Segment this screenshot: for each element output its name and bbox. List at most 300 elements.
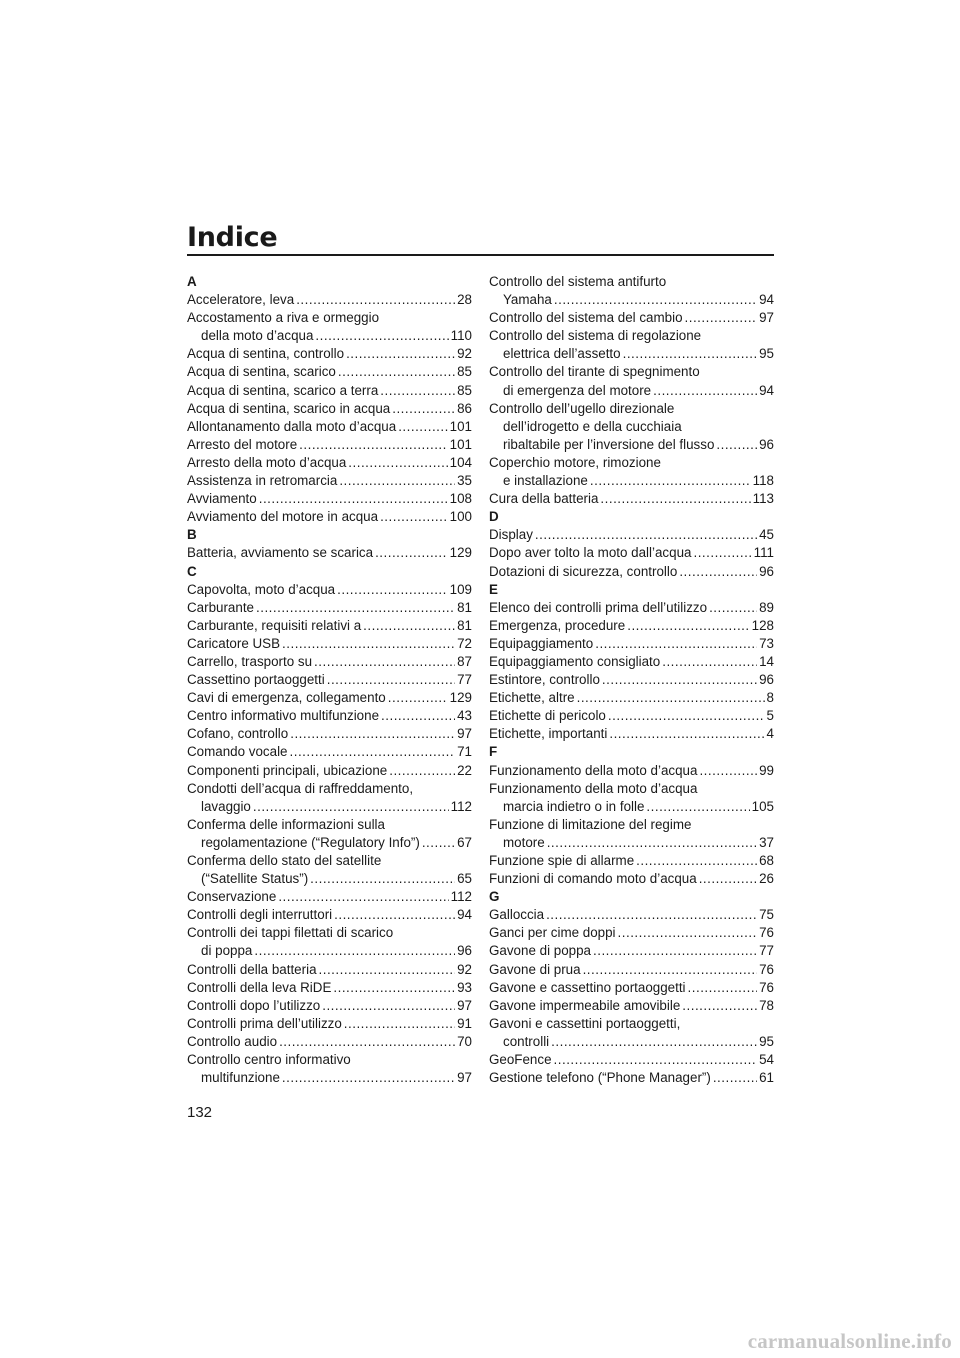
index-entry-text: Dotazioni di sicurezza, controllo	[489, 563, 678, 579]
dot-leader	[662, 653, 757, 671]
index-entry-page: 76	[759, 961, 774, 977]
index-entry-page: 94	[457, 907, 472, 923]
index-entry	[187, 888, 472, 906]
index-entry-page: 45	[759, 527, 774, 543]
index-entry-page: 97	[457, 726, 472, 742]
index-entry	[187, 617, 472, 635]
index-entry-text: Cassettino portaoggetti	[187, 672, 325, 688]
index-entry-page: 128	[751, 617, 774, 633]
dot-leader	[546, 906, 757, 924]
dot-leader	[310, 870, 455, 888]
index-entry-text: Controlli prima dell’utilizzo	[187, 1015, 342, 1031]
dot-leader	[609, 725, 764, 743]
index-entry-page: 37	[759, 834, 774, 850]
index-entry	[489, 924, 774, 942]
index-entry-text: Acqua di sentina, scarico in acqua	[187, 400, 391, 416]
index-entry-page: 96	[457, 943, 472, 959]
index-entry-page: 54	[759, 1052, 774, 1068]
index-entry-text: Controllo del sistema del cambio	[489, 310, 683, 326]
dot-leader	[646, 798, 749, 816]
dot-leader	[290, 743, 456, 761]
index-entry	[187, 291, 472, 309]
index-entry-text: della moto d’acqua	[201, 328, 314, 344]
index-entry-text: (“Satellite Status”)	[201, 871, 309, 887]
index-entry-text: Ganci per cime doppi	[489, 925, 616, 941]
dot-leader	[254, 942, 455, 960]
index-entry	[187, 454, 472, 472]
dot-leader	[278, 888, 448, 906]
index-entry	[489, 1069, 774, 1087]
index-entry-text: Gavoni e cassettini portaoggetti,	[489, 1015, 681, 1031]
index-letter-heading: B	[187, 527, 197, 543]
dot-leader	[600, 490, 750, 508]
index-entry-page: 104	[449, 454, 472, 470]
index-entry-page: 100	[449, 509, 472, 525]
dot-leader	[682, 997, 757, 1015]
index-entry-page: 95	[759, 1033, 774, 1049]
index-entry-text: Condotti dell’acqua di raffreddamento,	[187, 780, 414, 796]
dot-leader	[344, 1015, 455, 1033]
index-entry	[489, 563, 774, 581]
index-entry-page: 14	[759, 653, 774, 669]
index-entry-text: Assistenza in retromarcia	[187, 473, 338, 489]
dot-leader	[334, 906, 455, 924]
index-entry-page: 81	[457, 599, 472, 615]
index-entry	[187, 436, 472, 454]
index-entry	[187, 1051, 472, 1087]
index-entry-text: Funzione di limitazione del regime	[489, 816, 692, 832]
index-entry-page: 28	[457, 292, 472, 308]
index-entry-text: Funzioni di comando moto d’acqua	[489, 871, 697, 887]
index-entry-text: Etichette di pericolo	[489, 708, 606, 724]
index-entry	[489, 689, 774, 707]
dot-leader	[375, 544, 448, 562]
index-entry-text: Acqua di sentina, scarico a terra	[187, 382, 379, 398]
index-entry	[187, 725, 472, 743]
index-entry-text: di emergenza del motore	[503, 382, 652, 398]
index-entry-text: regolamentazione (“Regulatory Info”)	[201, 834, 420, 850]
index-entry-page: 71	[457, 744, 472, 760]
index-entry	[187, 472, 472, 490]
index-entry	[187, 997, 472, 1015]
dot-leader	[380, 382, 455, 400]
dot-leader	[253, 798, 449, 816]
index-entry	[489, 780, 774, 816]
dot-leader	[685, 309, 758, 327]
index-entry-text: Acqua di sentina, scarico	[187, 364, 336, 380]
index-entry-text: Batteria, avviamento se scarica	[187, 545, 374, 561]
dot-leader	[381, 707, 455, 725]
dot-leader	[333, 979, 455, 997]
index-entry-page: 96	[759, 436, 774, 452]
index-entry-text: Comando vocale	[187, 744, 288, 760]
index-entry-page: 92	[457, 346, 472, 362]
index-entry-text: Controlli degli interruttori	[187, 907, 333, 923]
index-entry	[187, 743, 472, 761]
index-entry	[187, 635, 472, 653]
index-entry	[187, 363, 472, 381]
index-entry-page: 61	[759, 1070, 774, 1086]
index-entry	[187, 906, 472, 924]
dot-leader	[679, 563, 757, 581]
index-column-left	[187, 273, 472, 1087]
index-entry	[187, 599, 472, 617]
index-entry	[489, 309, 774, 327]
index-entry	[187, 1015, 472, 1033]
dot-leader	[322, 997, 455, 1015]
dot-leader	[636, 852, 757, 870]
index-entry	[489, 363, 774, 399]
index-entry-page: 129	[449, 690, 472, 706]
index-entry	[489, 961, 774, 979]
dot-leader	[699, 762, 757, 780]
index-entry	[489, 544, 774, 562]
index-entry-page: 112	[450, 889, 472, 905]
dot-leader	[279, 1033, 455, 1051]
index-entry-text: Carburante, requisiti relativi a	[187, 617, 362, 633]
index-entry	[187, 490, 472, 508]
dot-leader	[282, 1069, 455, 1087]
index-letter-heading: E	[489, 581, 498, 597]
index-entry	[489, 870, 774, 888]
index-entry-text: Gavone e cassettino portaoggetti	[489, 979, 686, 995]
index-entry	[489, 852, 774, 870]
dot-leader	[535, 526, 757, 544]
index-entry-text: Funzionamento della moto d’acqua	[489, 762, 698, 778]
index-entry	[489, 400, 774, 454]
dot-leader	[583, 961, 758, 979]
index-entry-text: Conferma dello stato del satellite	[187, 853, 382, 868]
index-letter-heading: G	[489, 889, 500, 905]
index-entry-text: Controllo audio	[187, 1033, 278, 1049]
dot-leader	[709, 599, 757, 617]
index-entry-page: 22	[457, 762, 472, 778]
dot-leader	[338, 363, 455, 381]
index-entry-page: 93	[457, 979, 472, 995]
index-entry	[187, 961, 472, 979]
index-entry-text: lavaggio	[201, 798, 251, 814]
dot-leader	[339, 472, 455, 490]
index-entry-page: 101	[449, 418, 472, 434]
dot-leader	[623, 345, 757, 363]
index-entry-page: 118	[752, 473, 774, 489]
dot-leader	[314, 653, 455, 671]
index-entry-page: 108	[449, 491, 472, 507]
index-entry-text: Emergenza, procedure	[489, 617, 626, 633]
dot-leader	[590, 472, 751, 490]
dot-leader	[716, 436, 757, 454]
index-letter-heading: D	[489, 509, 499, 525]
dot-leader	[551, 1033, 757, 1051]
index-entry-page: 43	[457, 708, 472, 724]
index-entry-text: Galloccia	[489, 907, 545, 923]
index-entry-text: Controlli della leva RiDE	[187, 979, 332, 995]
page-title: Indice	[187, 222, 278, 253]
index-entry-text: multifunzione	[201, 1070, 280, 1086]
index-entry-page: 86	[457, 400, 472, 416]
index-entry-page: 68	[759, 853, 774, 868]
index-entry-text: Carrello, trasporto su	[187, 653, 313, 669]
index-entry-page: 8	[766, 690, 774, 706]
index-entry-page: 85	[457, 364, 472, 380]
index-entry-text: Coperchio motore, rimozione	[489, 454, 661, 470]
dot-leader	[290, 725, 455, 743]
index-letter-heading: C	[187, 563, 197, 579]
dot-leader	[608, 707, 765, 725]
dot-leader	[327, 671, 455, 689]
index-entry	[489, 653, 774, 671]
index-entry-page: 99	[759, 762, 774, 778]
index-entry	[187, 1033, 472, 1051]
index-entry-text: Conferma delle informazioni sulla	[187, 816, 385, 832]
index-entry-page: 97	[759, 310, 774, 326]
dot-leader	[554, 1051, 758, 1069]
dot-leader	[259, 490, 448, 508]
index-entry-text: Componenti principali, ubicazione	[187, 762, 388, 778]
index-entry-text: motore	[503, 834, 545, 850]
index-letter-heading: F	[489, 744, 498, 760]
index-entry	[489, 454, 774, 490]
index-entry	[187, 979, 472, 997]
index-column-right	[489, 273, 774, 1087]
index-entry-page: 96	[759, 563, 774, 579]
index-entry-text: Arresto della moto d’acqua	[187, 454, 347, 470]
index-entry-text: Gavone di prua	[489, 961, 581, 977]
index-entry-page: 67	[457, 834, 472, 850]
index-entry-text: Cofano, controllo	[187, 726, 289, 742]
index-entry	[187, 418, 472, 436]
index-entry	[489, 816, 774, 852]
index-entry	[187, 852, 472, 888]
index-entry-text: di poppa	[201, 943, 253, 959]
dot-leader	[319, 961, 456, 979]
index-entry-page: 94	[759, 382, 774, 398]
dot-leader	[337, 581, 448, 599]
dot-leader	[577, 689, 765, 707]
index-entry-text: Gavone di poppa	[489, 943, 591, 959]
dot-leader	[380, 508, 448, 526]
index-entry-text: Gavone impermeabile amovibile	[489, 997, 681, 1013]
index-entry-text: ribaltabile per l’inversione del flusso	[503, 436, 715, 452]
index-entry-text: e installazione	[503, 473, 588, 489]
index-entry-text: Estintore, controllo	[489, 672, 600, 688]
dot-leader	[422, 834, 455, 852]
index-entry-page: 75	[759, 907, 774, 923]
index-entry-text: Arresto del motore	[187, 436, 298, 452]
dot-leader	[363, 617, 455, 635]
index-entry	[489, 490, 774, 508]
index-entry	[489, 707, 774, 725]
index-entry-text: Etichette, importanti	[489, 726, 608, 742]
index-entry	[489, 1015, 774, 1051]
dot-leader	[554, 291, 757, 309]
index-entry-text: Controllo del sistema antifurto	[489, 274, 667, 289]
watermark: carmanualsonline.info	[747, 1329, 952, 1353]
index-entry-text: Funzione spie di allarme	[489, 853, 635, 868]
index-entry-text: Controlli della batteria	[187, 961, 317, 977]
index-entry-text: Allontanamento dalla moto d’acqua	[187, 418, 397, 434]
index-entry	[187, 508, 472, 526]
dot-leader	[699, 870, 757, 888]
index-entry-page: 85	[457, 382, 472, 398]
index-entry-text: Etichette, altre	[489, 690, 575, 706]
index-entry	[187, 671, 472, 689]
index-entry-text: Controllo centro informativo	[187, 1052, 351, 1068]
title-underline	[187, 254, 774, 256]
index-entry-text: Carburante	[187, 599, 254, 615]
index-entry-text: Accostamento a riva e ormeggio	[187, 310, 380, 326]
index-entry-page: 35	[457, 473, 472, 489]
dot-leader	[688, 979, 758, 997]
index-entry-text: Funzionamento della moto d’acqua	[489, 780, 698, 796]
index-entry-page: 76	[759, 925, 774, 941]
dot-leader	[627, 617, 749, 635]
dot-leader	[593, 942, 757, 960]
index-entry-page: 89	[759, 599, 774, 615]
index-entry	[187, 689, 472, 707]
dot-leader	[398, 418, 447, 436]
index-entry-page: 70	[457, 1033, 472, 1049]
index-entry	[489, 725, 774, 743]
index-entry-page: 72	[457, 635, 472, 651]
dot-leader	[282, 635, 455, 653]
dot-leader	[299, 436, 448, 454]
index-entry	[187, 400, 472, 418]
dot-leader	[713, 1069, 757, 1087]
index-entry-page: 91	[457, 1015, 472, 1031]
index-entry-text: Acceleratore, leva	[187, 292, 295, 308]
index-entry-text: controlli	[503, 1033, 550, 1049]
dot-leader	[315, 327, 448, 345]
index-entry-page: 92	[457, 961, 472, 977]
index-entry-text: Controllo del sistema di regolazione	[489, 328, 702, 344]
index-entry-text: Cura della batteria	[489, 491, 599, 507]
index-entry-text: Gestione telefono (“Phone Manager”)	[489, 1070, 711, 1086]
index-entry-text: Acqua di sentina, controllo	[187, 346, 345, 362]
index-entry	[187, 581, 472, 599]
dot-leader	[389, 762, 455, 780]
index-entry-text: dell’idrogetto e della cucchiaia	[503, 418, 682, 434]
index-entry-text: Controllo dell’ugello direzionale	[489, 400, 675, 416]
index-entry-text: Caricatore USB	[187, 635, 281, 651]
index-entry-page: 77	[759, 943, 774, 959]
dot-leader	[595, 635, 757, 653]
index-entry	[187, 762, 472, 780]
index-entry	[187, 780, 472, 816]
index-entry	[489, 635, 774, 653]
index-entry	[489, 526, 774, 544]
dot-leader	[348, 454, 447, 472]
index-entry	[187, 544, 472, 562]
dot-leader	[388, 689, 448, 707]
index-entry-page: 81	[457, 617, 472, 633]
index-entry-page: 4	[766, 726, 774, 742]
index-entry-page: 73	[759, 635, 774, 651]
index-entry-text: Controlli dopo l’utilizzo	[187, 997, 321, 1013]
dot-leader	[693, 544, 751, 562]
index-entry-text: GeoFence	[489, 1052, 552, 1068]
index-entry	[187, 707, 472, 725]
page-number: 132	[187, 1104, 213, 1121]
index-entry	[489, 997, 774, 1015]
index-entry	[489, 617, 774, 635]
index-entry	[489, 942, 774, 960]
index-entry	[187, 309, 472, 345]
index-entry-page: 110	[450, 328, 472, 344]
index-entry-page: 105	[751, 798, 774, 814]
index-entry-page: 96	[759, 672, 774, 688]
index-entry-page: 65	[457, 871, 472, 887]
index-entry	[489, 273, 774, 309]
index-entry-text: Cavi di emergenza, collegamento	[187, 690, 386, 706]
index-entry-text: Centro informativo multifunzione	[187, 708, 380, 724]
index-entry	[187, 382, 472, 400]
dot-leader	[618, 924, 758, 942]
index-entry-page: 111	[753, 545, 774, 561]
index-entry-page: 87	[457, 653, 472, 669]
dot-leader	[602, 671, 757, 689]
index-entry-page: 77	[457, 672, 472, 688]
dot-leader	[392, 400, 455, 418]
index-entry-text: Elenco dei controlli prima dell’utilizzo	[489, 599, 708, 615]
index-entry	[489, 906, 774, 924]
index-entry-page: 76	[759, 979, 774, 995]
dot-leader	[296, 291, 455, 309]
index-entry-page: 129	[449, 545, 472, 561]
index-entry-page: 78	[759, 997, 774, 1013]
index-entry-page: 94	[759, 292, 774, 308]
index-entry-page: 26	[759, 871, 774, 887]
dot-leader	[653, 382, 757, 400]
index-entry-text: Dopo aver tolto la moto dall’acqua	[489, 545, 692, 561]
index-entry-page: 5	[766, 708, 774, 724]
index-entry	[489, 327, 774, 363]
index-entry-page: 112	[450, 798, 472, 814]
index-entry-text: Capovolta, moto d’acqua	[187, 581, 336, 597]
index-entry-text: Avviamento	[187, 491, 257, 507]
index-entry	[489, 671, 774, 689]
dot-leader	[346, 345, 455, 363]
index-entry-text: elettrica dell’assetto	[503, 346, 621, 362]
index-entry	[489, 762, 774, 780]
index-entry-text: marcia indietro o in folle	[503, 798, 645, 814]
index-entry	[187, 816, 472, 852]
dot-leader	[547, 834, 757, 852]
index-entry-text: Controlli dei tappi filettati di scarico	[187, 925, 394, 941]
index-entry-page: 95	[759, 346, 774, 362]
index-entry-text: Conservazione	[187, 889, 277, 905]
index-entry-page: 109	[449, 581, 472, 597]
index-entry-text: Display	[489, 527, 533, 543]
index-entry-text: Yamaha	[503, 292, 552, 308]
index-entry	[489, 979, 774, 997]
index-entry-text: Equipaggiamento consigliato	[489, 653, 661, 669]
index-entry-page: 113	[752, 491, 774, 507]
index-entry	[187, 345, 472, 363]
index-entry-page: 97	[457, 1070, 472, 1086]
index-entry-text: Avviamento del motore in acqua	[187, 509, 379, 525]
index-letter-heading: A	[187, 274, 197, 289]
index-entry	[489, 599, 774, 617]
index-entry-page: 101	[449, 436, 472, 452]
dot-leader	[256, 599, 455, 617]
index-entry-text: Controllo del tirante di spegnimento	[489, 364, 700, 380]
index-entry-text: Equipaggiamento	[489, 635, 594, 651]
index-entry	[187, 924, 472, 960]
index-entry	[489, 1051, 774, 1069]
index-entry	[187, 653, 472, 671]
index-entry-page: 97	[457, 997, 472, 1013]
